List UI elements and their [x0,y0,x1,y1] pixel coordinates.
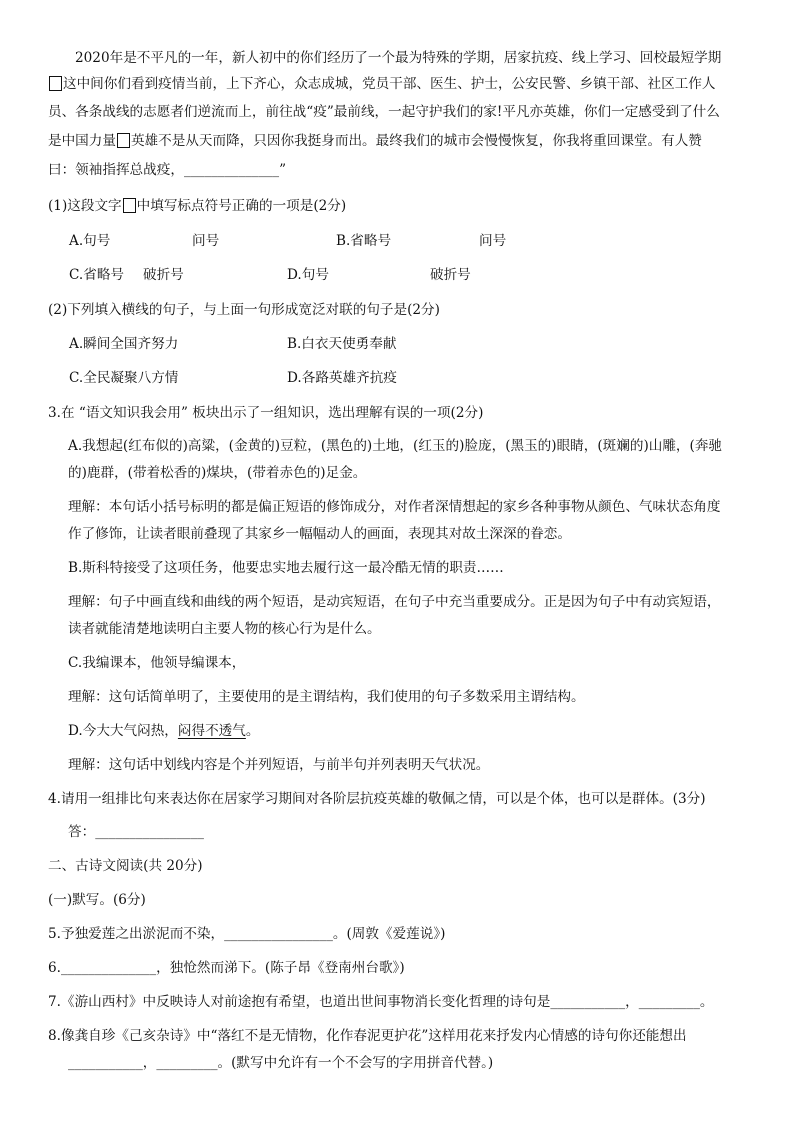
q7-comma: ， [625,994,639,1010]
intro-line-4-b: 英雄不是从天而降，只因你我挺身而出。最终我们的城市会慢慢恢复，你我将重回课堂。有人赞 [130,133,702,149]
q1-option-c-2: 破折号 [143,267,184,283]
q3-a-line-1: A.我想起(红布似的)高粱，(金黄的)豆粒，(黑色的)土地，(红玉的)脸庞，(黑玉的)眼睛，(斑斓的)山雕，(奔驰 [68,438,723,454]
q5-line [48,924,445,944]
answer-blank: ___________ [68,1055,143,1071]
q2-option-c: C.全民凝聚八方情 [69,370,179,386]
q2-stem: (2)下列填入横线的句子，与上面一句形成宽泛对联的句子是(2分) [48,302,440,318]
q3-a-line-2: 的)鹿群，(带着松香的)煤块，(带着赤色的)足金。 [68,465,367,481]
q6-text-a: 6. [48,960,61,976]
intro-line-4 [48,131,702,151]
underlined-phrase: 闷得不透气 [177,723,246,739]
intro-line-5-c: ” [279,162,287,178]
blank-box [49,76,62,91]
q3-d-line [68,721,259,741]
q1-option-b-2: 问号 [479,233,507,249]
q1-stem [48,196,346,216]
q3-a-explain-1: 理解：本句话小括号标明的都是偏正短语的修饰成分，对作者深情想起的家乡各种事物从颜色、气味状态角度 [68,499,721,515]
q3-a-explain-2: 作了修饰，让读者眼前叠现了其家乡一幅幅动人的画面，表现其对故土深深的眷恋。 [68,526,571,542]
q3-c-line: C.我编课本，他领导编课本， [68,655,246,671]
answer-blank: _________ [156,1055,218,1071]
q1-option-d-1: D.句号 [287,267,329,283]
q1-stem-b: 中填写标点符号正确的一项是(2分) [136,198,347,214]
q2-option-a: A.瞬间全国齐努力 [69,336,179,352]
q1-stem-a: (1)这段文字 [48,198,122,214]
q8-comma: ， [142,1055,157,1071]
intro-line-5-a: 曰：领袖指挥总战疫， [48,162,184,178]
q3-d-line-c: 。 [245,723,260,739]
q7-line [48,992,713,1012]
q5-text-b: 。(周敦《爱莲说》) [332,926,446,942]
intro-line-2-text: 这中间你们看到疫情当前，上下齐心，众志成城，党员干部、医生、护士，公安民警、乡镇干部、社区工作人 [63,76,716,92]
blank-box [123,198,136,213]
section-2-subtitle: (一)默写。(6分) [48,892,146,908]
answer-blank: ________________ [224,926,333,942]
q1-option-a-2: 问号 [192,233,220,249]
q8-text-b: 。(默写中允许有一个不会写的字用拼音代替。) [217,1055,494,1071]
q1-option-c-1: C.省略号 [69,267,125,283]
blank-box [117,133,130,148]
q3-b-explain-2: 读者就能清楚地读明白主要人物的核心行为是什么。 [68,621,381,637]
answer-blank: ________________ [95,824,204,840]
answer-blank: ___________ [550,994,626,1010]
q3-stem: 3.在 “语文知识我会用” 板块出示了一组知识，选出理解有误的一项(2分) [48,405,484,421]
intro-line-5 [48,160,286,180]
q2-option-d: D.各路英雄齐抗疫 [287,370,397,386]
q3-c-explain: 理解：这句话简单明了，主要使用的是主谓结构，我们使用的句子多数采用主谓结构。 [68,689,585,705]
answer-blank: ______________ [183,162,280,178]
q1-option-a-1: A.句号 [69,233,111,249]
q3-d-explain: 理解：这句话中划线内容是个并列短语，与前半句并列表明天气状况。 [68,757,490,773]
q4-answer [68,822,204,842]
q3-b-line: B.斯科特接受了这项任务，他要忠实地去履行这一最冷酷无情的职责…… [68,560,504,576]
answer-blank: _________ [638,994,700,1010]
intro-line-3: 员、各条战线的志愿者们逆流而上，前往战“疫”最前线，一起守护我们的家!平凡亦英雄，你们一定感受到了什么 [48,104,720,120]
q1-option-d-2: 破折号 [430,267,471,283]
q1-option-b-1: B.省略号 [336,233,392,249]
answer-blank: ______________ [60,960,157,976]
q3-d-line-a: D.今大大气闷热， [68,723,178,739]
section-2-title: 二、古诗文阅读(共 20分) [48,858,203,874]
intro-line-1: 2020年是不平凡的一年，新人初中的你们经历了一个最为特殊的学期，居家抗疫、线上学习、回校最短学期 [75,50,722,66]
answer-label: 答： [68,824,96,840]
q8-line-1: 8.像龚自珍《己亥杂诗》中“落红不是无情物，化作春泥更护花”这样用花来抒发内心情感的诗句你还能想出 [48,1028,687,1044]
q4-stem: 4.请用一组排比句来表达你在居家学习期间对各阶层抗疫英雄的敬佩之情，可以是个体，也可以是群体。(3分) [48,791,706,807]
q5-text-a: 5.予独爱莲之出淤泥而不染， [48,926,225,942]
intro-line-4-a: 是中国力量 [48,133,116,149]
q3-b-explain-1: 理解：句子中画直线和曲线的两个短语，是动宾短语，在句子中充当重要成分。正是因为句子中有动宾短语， [68,594,721,610]
q6-line [48,958,405,978]
q6-text-b: ，独怆然而涕下。(陈子昂《登南州台歌》) [156,960,405,976]
q2-option-b: B.白衣天使勇奉献 [287,336,397,352]
q7-text-a: 7.《游山西村》中反映诗人对前途抱有希望，也道出世间事物消长变化哲理的诗句是 [48,994,551,1010]
q8-line-2 [68,1053,493,1073]
intro-line-2 [48,74,716,94]
q7-text-b: 。 [699,994,714,1010]
